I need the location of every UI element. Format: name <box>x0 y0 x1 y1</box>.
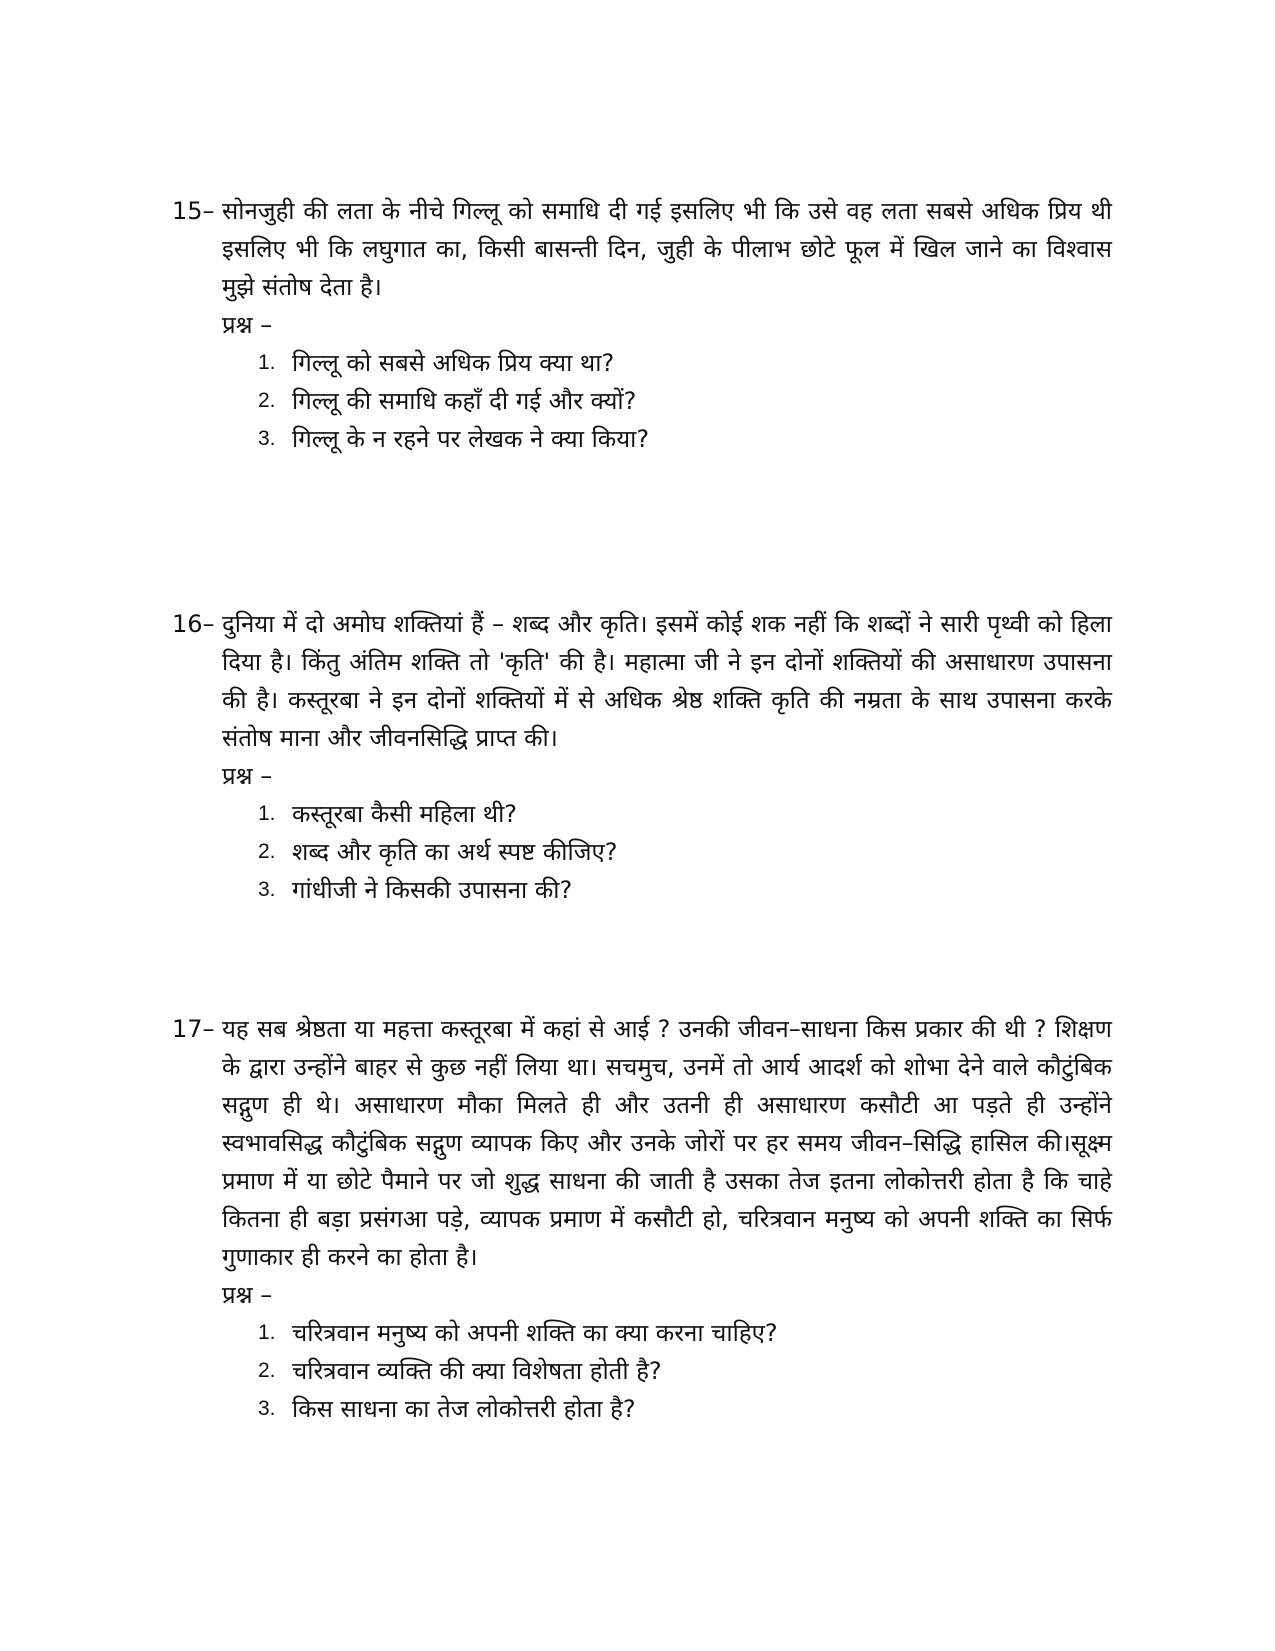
question-number: 17– <box>172 1015 215 1043</box>
sub-question <box>258 420 1112 458</box>
passage-text: यह सब श्रेष्ठता या महत्ता कस्तूरबा में कहां से आई ? उनकी जीवन–साधना किस प्रकार की थी ? शिक्षण के द्वारा उन्होंने बाहर से कुछ नहीं लिया था। सचमुच, उनमें तो आर्य आदर्श को शोभा देने वाले कौटुंबिक सद्गुण ही थे। असाधारण मौका मिलते ही और उतनी ही असाधारण कसौटी आ पड़ते ही उन्होंने स्वभावसिद्ध कौटुंबिक सद्गुण व्यापक किए और उनके जोरों पर हर समय जीवन–सिद्धि हासिल की।सूक्ष्म प्रमाण में या छोटे पैमाने पर जो शुद्ध साधना की जाती है उसका तेज इतना लोकोत्तरी होता है कि चाहे कितना ही बड़ा प्रसंगआ पड़े, व्यापक प्रमाण में कसौटी हो, चरित्रवान मनुष्य को अपनी शक्ति का सिर्फ गुणाकार ही करने का होता है। <box>222 1015 1112 1271</box>
sub-question <box>258 1390 1112 1428</box>
question-label: प्रश्न – <box>222 1281 273 1309</box>
sub-question-number: 1. <box>258 802 276 825</box>
passage-text: सोनजुही की लता के नीचे गिल्लू को समाधि दी गई इसलिए भी कि उसे वह लता सबसे अधिक प्रिय थी इसलिए भी कि लघुगात का, किसी बासन्ती दिन, जुही के पीलाभ छोटे फूल में खिल जाने का विश्वास मुझे संतोष देता है। <box>222 197 1112 301</box>
question-17 <box>172 1010 1112 1428</box>
sub-question <box>258 833 1112 871</box>
sub-question-text: शब्द और कृति का अर्थ स्पष्ट कीजिए? <box>292 838 618 866</box>
sub-question <box>258 871 1112 909</box>
sub-question <box>258 344 1112 382</box>
passage-17 <box>172 1010 1112 1276</box>
sub-question <box>258 1352 1112 1390</box>
question-15 <box>172 192 1112 458</box>
question-label: प्रश्न – <box>222 311 273 339</box>
sub-question-text: गांधीजी ने किसकी उपासना की? <box>292 876 573 904</box>
sub-question-list <box>172 344 1112 458</box>
sub-question-number: 1. <box>258 351 276 374</box>
passage-15 <box>172 192 1112 306</box>
sub-question-number: 2. <box>258 1359 276 1382</box>
passage-text: दुनिया में दो अमोघ शक्तियां हैं – शब्द और कृति। इसमें कोई शक नहीं कि शब्दों ने सारी पृथ्वी को हिला दिया है। किंतु अंतिम शक्ति तो 'कृति' की है। महात्मा जी ने इन दोनों शक्तियों की असाधारण उपासना की है। कस्तूरबा ने इन दोनों शक्तियों में से अधिक श्रेष्ठ शक्ति कृति की नम्रता के साथ उपासना करके संतोष माना और जीवनसिद्धि प्राप्त की। <box>222 610 1112 752</box>
sub-question-list <box>172 1314 1112 1428</box>
sub-question-text: कस्तूरबा कैसी महिला थी? <box>292 800 518 828</box>
question-label: प्रश्न – <box>222 762 273 790</box>
sub-question <box>258 1314 1112 1352</box>
sub-question-number: 2. <box>258 389 276 412</box>
sub-question <box>258 795 1112 833</box>
sub-question-number: 3. <box>258 1397 276 1420</box>
sub-question-number: 3. <box>258 427 276 450</box>
sub-question-list <box>172 795 1112 909</box>
passage-16 <box>172 605 1112 757</box>
sub-question-number: 3. <box>258 878 276 901</box>
sub-question-text: चरित्रवान मनुष्य को अपनी शक्ति का क्या करना चाहिए? <box>292 1319 778 1347</box>
sub-question-text: गिल्लू के न रहने पर लेखक ने क्या किया? <box>292 425 650 453</box>
sub-question-text: गिल्लू की समाधि कहाँ दी गई और क्यों? <box>292 387 637 415</box>
sub-question-text: किस साधना का तेज लोकोत्तरी होता है? <box>292 1395 636 1423</box>
sub-question-text: गिल्लू को सबसे अधिक प्रिय क्या था? <box>292 349 615 377</box>
sub-question-text: चरित्रवान व्यक्ति की क्या विशेषता होती है? <box>292 1357 662 1385</box>
question-number: 15– <box>172 197 215 225</box>
question-16 <box>172 605 1112 909</box>
sub-question <box>258 382 1112 420</box>
sub-question-number: 1. <box>258 1321 276 1344</box>
sub-question-number: 2. <box>258 840 276 863</box>
question-number: 16– <box>172 610 215 638</box>
